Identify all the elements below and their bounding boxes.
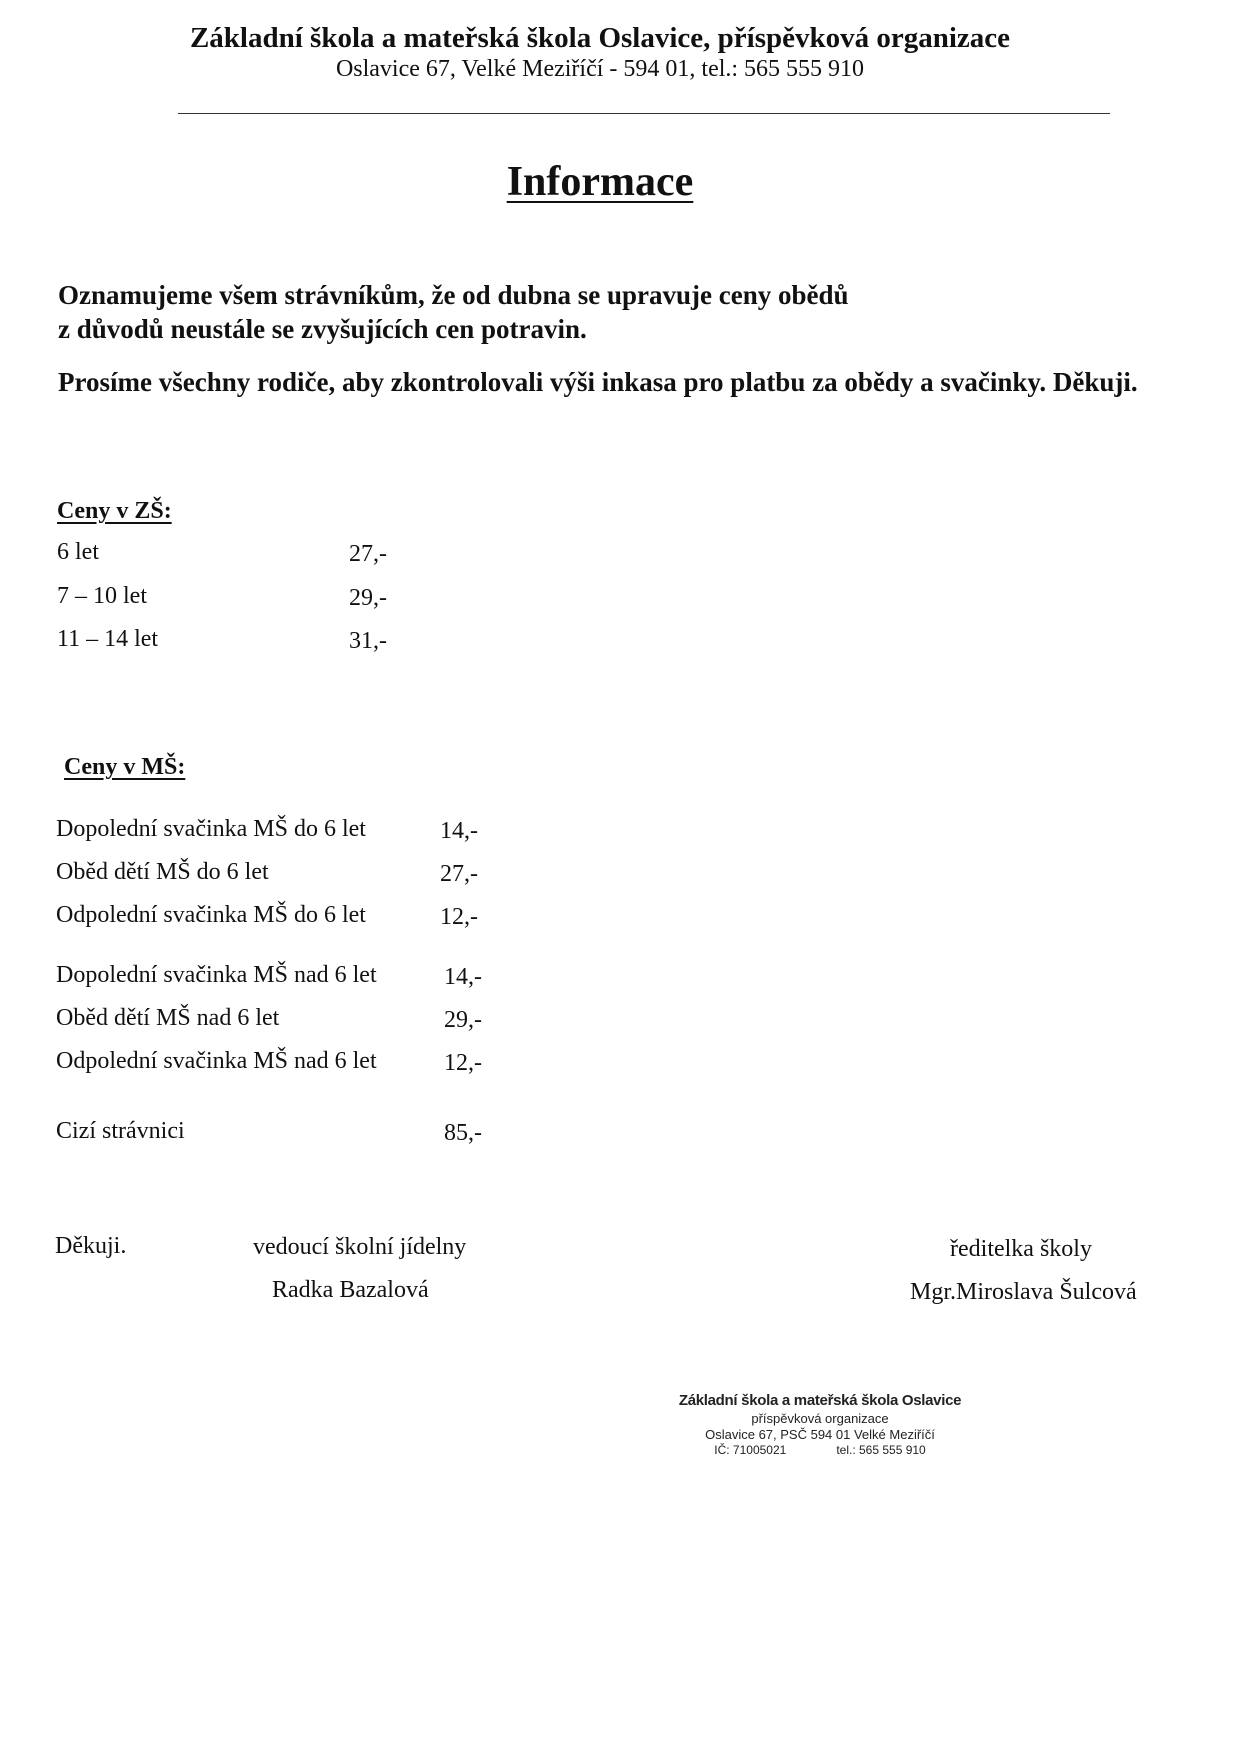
director-role: ředitelka školy (950, 1236, 1092, 1262)
thanks-text: Děkuji. (55, 1233, 127, 1259)
stamp-ico: IČ: 71005021 (714, 1443, 787, 1457)
zs-row-price: 29,- (349, 585, 387, 611)
ms-row-label: Dopolední svačinka MŠ do 6 let (56, 816, 366, 842)
stamp-line-1: Základní škola a mateřská škola Oslavice (678, 1392, 962, 1409)
stamp-line-2: příspěvková organizace (751, 1411, 889, 1426)
stamp-line-4 (560, 1443, 1080, 1457)
ms-row-price: 27,- (440, 861, 478, 887)
ms-row-price: 85,- (444, 1120, 482, 1146)
stamp-line-3: Oslavice 67, PSČ 594 01 Velké Meziříčí (705, 1427, 935, 1442)
ms-row-label: Oběd dětí MŠ do 6 let (56, 859, 269, 885)
zs-row-label: 6 let (57, 539, 99, 565)
ms-row-price: 12,- (444, 1050, 482, 1076)
header-divider (178, 113, 1110, 114)
notice-line-3: Prosíme všechny rodiče, aby zkontrolovali výši inkasa pro platbu za obědy a svačinky. Děkuji. (58, 367, 1138, 397)
zs-prices-heading: Ceny v ZŠ: (57, 498, 172, 524)
zs-row-label: 7 – 10 let (57, 583, 147, 609)
zs-row-price: 27,- (349, 541, 387, 567)
director-name: Mgr.Miroslava Šulcová (910, 1279, 1137, 1305)
ms-row-price: 29,- (444, 1007, 482, 1033)
ms-prices-heading: Ceny v MŠ: (64, 754, 186, 780)
page-title-text: Informace (506, 159, 694, 205)
notice-line-2: z důvodů neustále se zvyšujících cen potravin. (58, 314, 587, 344)
ms-row-label: Odpolední svačinka MŠ nad 6 let (56, 1048, 377, 1074)
zs-row-label: 11 – 14 let (57, 626, 159, 652)
ms-row-price: 14,- (444, 964, 482, 990)
page-title (0, 158, 1200, 206)
org-address: Oslavice 67, Velké Meziříčí - 594 01, tel.: 565 555 910 (335, 56, 865, 82)
zs-row-price: 31,- (349, 628, 387, 654)
canteen-head-name: Radka Bazalová (272, 1277, 429, 1303)
ms-row-label: Odpolední svačinka MŠ do 6 let (56, 902, 366, 928)
ms-row-label: Cizí strávnici (56, 1118, 185, 1144)
notice-line-1: Oznamujeme všem strávníkům, že od dubna se upravuje ceny obědů (58, 280, 849, 310)
ms-row-price: 14,- (440, 818, 478, 844)
ms-row-label: Oběd dětí MŠ nad 6 let (56, 1005, 280, 1031)
org-name: Základní škola a mateřská škola Oslavice, příspěvková organizace (189, 22, 1011, 54)
canteen-head-role: vedoucí školní jídelny (253, 1234, 467, 1260)
ms-row-label: Dopolední svačinka MŠ nad 6 let (56, 962, 377, 988)
ms-row-price: 12,- (440, 904, 478, 930)
stamp-tel: tel.: 565 555 910 (836, 1443, 926, 1457)
